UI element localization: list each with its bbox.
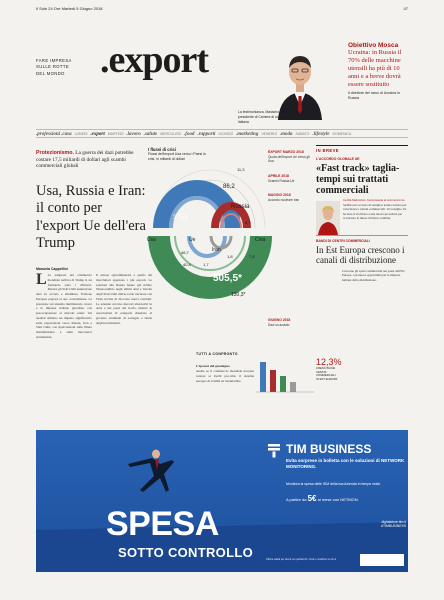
svg-text:375,8: 375,8 <box>173 215 189 221</box>
svg-text:1,7: 1,7 <box>203 262 209 267</box>
ad-subclaim: Monitora la spesa delle SIM della tua Azienda in tempo reale. <box>286 482 381 486</box>
nav-item[interactable]: .salute <box>143 131 158 137</box>
svg-text:6,7: 6,7 <box>245 220 251 225</box>
sidebar-text: Sembra un accordo di semplice natura tecnica per velocizzare i trattati commerciali. Il Consiglio Ue ha dato il via libera a una nuova procedura per accelerare le intese di libero scambio. <box>343 202 407 221</box>
page-number: 47 <box>403 6 408 11</box>
objective-headline: Ucraina: in Russia il 70% delle macchine utensili ha più di 10 anni e a breve dovrà essere sostituito <box>348 49 402 88</box>
drop-cap: L <box>36 271 47 288</box>
infographic-legend <box>148 147 208 162</box>
article-column: L La tempesta del commercio mondiale nell'era di Trump si sta formando sotto i riflettori. Mentre gli Stati Uniti annunciano dazi su acciaio e alluminio, l'Unione Europea prepara le sue contromisure. La pressione sul sistema multilaterale cresce e le imprese italiane guardano con preoccupazione ai mercati esteri. Gli analisti stimano un impatto significativo sulle esportazioni verso Russia, Iran e Stati Uniti, con ripercussioni sulle filiere manifatturiere e sulla meccanica strumentale. <box>36 271 92 339</box>
stat-box <box>316 357 342 382</box>
person-photo <box>270 40 330 120</box>
sidebar-kicker: BANDI DI CENTRI COMMERCIALI <box>316 239 370 243</box>
nav-day: VENERDÌ <box>261 131 277 136</box>
flow-infographic <box>145 146 275 346</box>
nav-day: GIOVEDÌ <box>218 131 233 136</box>
sidebar-headline: In Est Europa crescono i canali di distribuzione <box>316 245 405 266</box>
objective-title: Obiettivo Mosca <box>348 42 399 49</box>
sidebar-headline: «Fast track» taglia-tempi sui trattati commerciali <box>316 163 400 196</box>
nav-day: MERCOLEDÌ <box>160 131 182 136</box>
nav-day: SABATO <box>295 131 310 136</box>
news-sidebar <box>316 145 408 282</box>
article-column: Il settore agroalimentare e quello dei macchinari appaiono i più esposti. Le sanzioni alla Russia hanno già ridotto l'interscambio negli ultimi anni e l'uscita degli Stati Uniti dall'accordo nucleare con l'Iran rischia di bloccare nuovi contratti. Le aziende cercano mercati alternativi in Asia e nei paesi del Golfo, mentre le associazioni di categoria chiedono al governo strumenti di sostegno e tutela degli investimenti. <box>96 273 152 325</box>
stat-label: CRESCITA DEI CENTRI COMMERCIALI IN EST EUROPA <box>316 366 338 381</box>
newspaper-date: Il Sole 24 Ore Martedì 5 Giugno 2018 <box>36 6 103 11</box>
sidebar-kicker: L'ACCORDO GLOBALE UE <box>316 157 360 161</box>
section-nav <box>36 129 408 138</box>
objective-box <box>348 42 410 102</box>
svg-text:Iran: Iran <box>212 247 221 253</box>
nav-item[interactable]: .professioni .casa <box>36 131 72 137</box>
svg-text:Russia: Russia <box>231 204 250 210</box>
ad-main-word: SPESA <box>106 505 219 543</box>
nav-item[interactable]: .rapporti <box>197 131 216 137</box>
photo-caption: La testimonianza. Massimo Cottone è il presidente di Camera di commercio italiana <box>238 110 298 124</box>
ad-price: A partire da 5€ al mese con NETMON. <box>286 494 359 503</box>
confronto-sub: L'ipotesi del guadagno <box>196 364 230 368</box>
nav-item[interactable]: .moda <box>279 131 293 137</box>
nav-item[interactable]: .lavoro <box>126 131 141 137</box>
legend-title: I flussi di crisi <box>148 147 176 152</box>
ad-brand: TIM BUSINESS <box>286 442 372 456</box>
stat-number: 12,3% <box>316 357 342 367</box>
nav-day: MARTEDÌ <box>107 131 124 136</box>
objective-body: Il direttore del ramo di Ucraina in Russia <box>348 91 400 101</box>
svg-text:Usa: Usa <box>147 237 156 243</box>
masthead-tagline <box>36 58 96 77</box>
nav-item[interactable]: .lifestyle <box>312 131 330 137</box>
confronto-column <box>196 364 254 383</box>
svg-text:11,3: 11,3 <box>237 167 245 172</box>
sidebar-photo <box>316 201 340 235</box>
sidebar-body <box>316 199 408 221</box>
article-headline: Usa, Russia e Iran: il conto per l'export Ue dell'era Trump <box>36 183 146 252</box>
nav-item[interactable]: .marketing <box>235 131 259 137</box>
nav-day: LUNEDÌ <box>74 131 88 136</box>
sidebar-tag: IN BREVE <box>316 145 408 153</box>
tagline-line: DEL MONDO <box>36 70 65 76</box>
svg-text:505,5*: 505,5* <box>213 273 242 284</box>
ad-claim: Evita sorprese in bolletta con le soluzioni di NETWORK MONITORING. <box>286 458 405 469</box>
tagline-line: FARE IMPRESA <box>36 58 72 63</box>
nav-item[interactable]: .food <box>184 131 195 137</box>
section-title: .export <box>100 39 209 81</box>
article-byline: Manuela Cappellini <box>36 267 68 271</box>
nav-day: DOMENICA <box>332 131 352 136</box>
confronto-label: TUTTI A CONFRONTO <box>196 352 238 356</box>
legend-text: Flussi dell'export Usa verso i Paesi in crisi, in miliardi di dollari <box>148 152 206 161</box>
svg-text:46,7: 46,7 <box>181 250 189 255</box>
svg-text:Cina: Cina <box>255 237 266 243</box>
page-header <box>36 6 408 14</box>
svg-text:7,8: 7,8 <box>249 254 255 259</box>
sidebar-section <box>316 235 408 282</box>
svg-text:86,2: 86,2 <box>223 184 235 190</box>
china-flow <box>159 236 261 288</box>
decorative-mini-chart <box>256 354 314 394</box>
sidebar-text: Crescono gli spazi commerciali nei paesi dell'Est Europa, con nuove opportunità per le imprese italiane della distribuzione. <box>342 268 405 282</box>
confronto-text: Anche se il commercio mondiale dovesse tornare ai livelli pre-crisi, il sistema europeo di scambi ne risentirebbe. <box>196 369 254 383</box>
svg-text:Ue: Ue <box>189 237 196 243</box>
svg-text:40,4: 40,4 <box>183 262 191 267</box>
side-note: GIUGNO 2018 Dazi su acciaio <box>268 318 291 327</box>
ad-fineprint: Offerta valida per clienti con partita IVA. Costi e condizioni su tim.it <box>266 558 337 561</box>
svg-text:1,8: 1,8 <box>227 254 233 259</box>
tagline-line: SULLE ROTTE <box>36 64 70 70</box>
ad-link[interactable]: digitalstore.tim.it #TIMBUSINESS <box>381 520 406 529</box>
article-kicker <box>36 150 142 170</box>
ad-sub-word: SOTTO CONTROLLO <box>118 545 253 560</box>
sidebar-photo-caption: Cecilia Malmström Commissaria al commercio Ue <box>343 198 405 202</box>
side-note: EXPORT MARZO 2018 Quota dell'export Ue verso gli Usa APRILE 2018 Scambi Russia-Ue MAGGIO 2018 Accordo nucleare Iran <box>268 150 310 202</box>
kicker-label: Protezionismo. <box>36 150 74 156</box>
kicker-text: La guerra dei dazi potrebbe costare 17,5 miliardi di dollari agli scambi commerciali globali <box>36 150 134 170</box>
nav-item[interactable]: .export <box>90 131 105 137</box>
advertisement[interactable] <box>36 430 408 572</box>
svg-text:130,3*: 130,3* <box>231 292 246 298</box>
